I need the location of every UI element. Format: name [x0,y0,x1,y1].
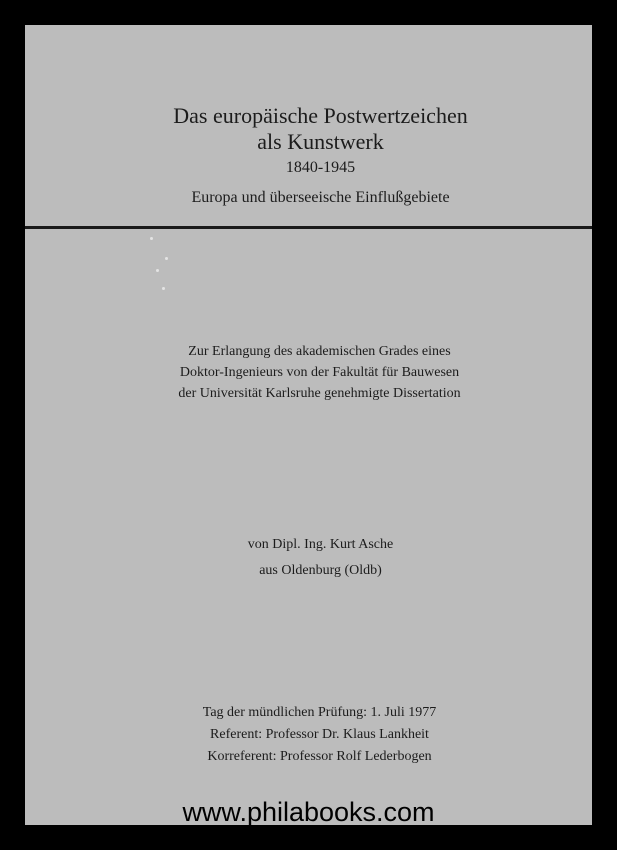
paper-speck [156,269,159,272]
paper-speck [150,237,153,240]
subtitle: Europa und überseeische Einflußgebiete [191,189,450,206]
korreferent: Korreferent: Professor Rolf Lederbogen [207,749,432,764]
title-line-2: als Kunstwerk [257,129,384,154]
author-block [25,532,592,584]
exam-details [25,702,592,768]
watermark-text: www.philabooks.com [182,797,435,827]
dissertation-line-1: Zur Erlangung des akademischen Grades eines [188,344,451,359]
author-name: von Dipl. Ing. Kurt Asche [247,537,394,552]
author-origin: aus Oldenburg (Oldb) [259,563,382,578]
year-range: 1840-1945 [285,159,356,176]
exam-date: Tag der mündlichen Prüfung: 1. Juli 1977 [202,705,437,720]
paper-speck [162,287,165,290]
dissertation-line-2: Doktor-Ingenieurs von der Fakultät für Bauwesen [179,365,460,380]
referent: Referent: Professor Dr. Klaus Lankheit [210,727,429,742]
book-cover [25,25,592,825]
dissertation-statement [25,341,592,404]
title-line-1: Das europäische Postwertzeichen [173,103,468,128]
title-block [25,103,592,208]
dissertation-line-3: der Universität Karlsruhe genehmigte Dissertation [178,386,461,401]
paper-speck [165,257,168,260]
horizontal-rule [25,226,592,229]
